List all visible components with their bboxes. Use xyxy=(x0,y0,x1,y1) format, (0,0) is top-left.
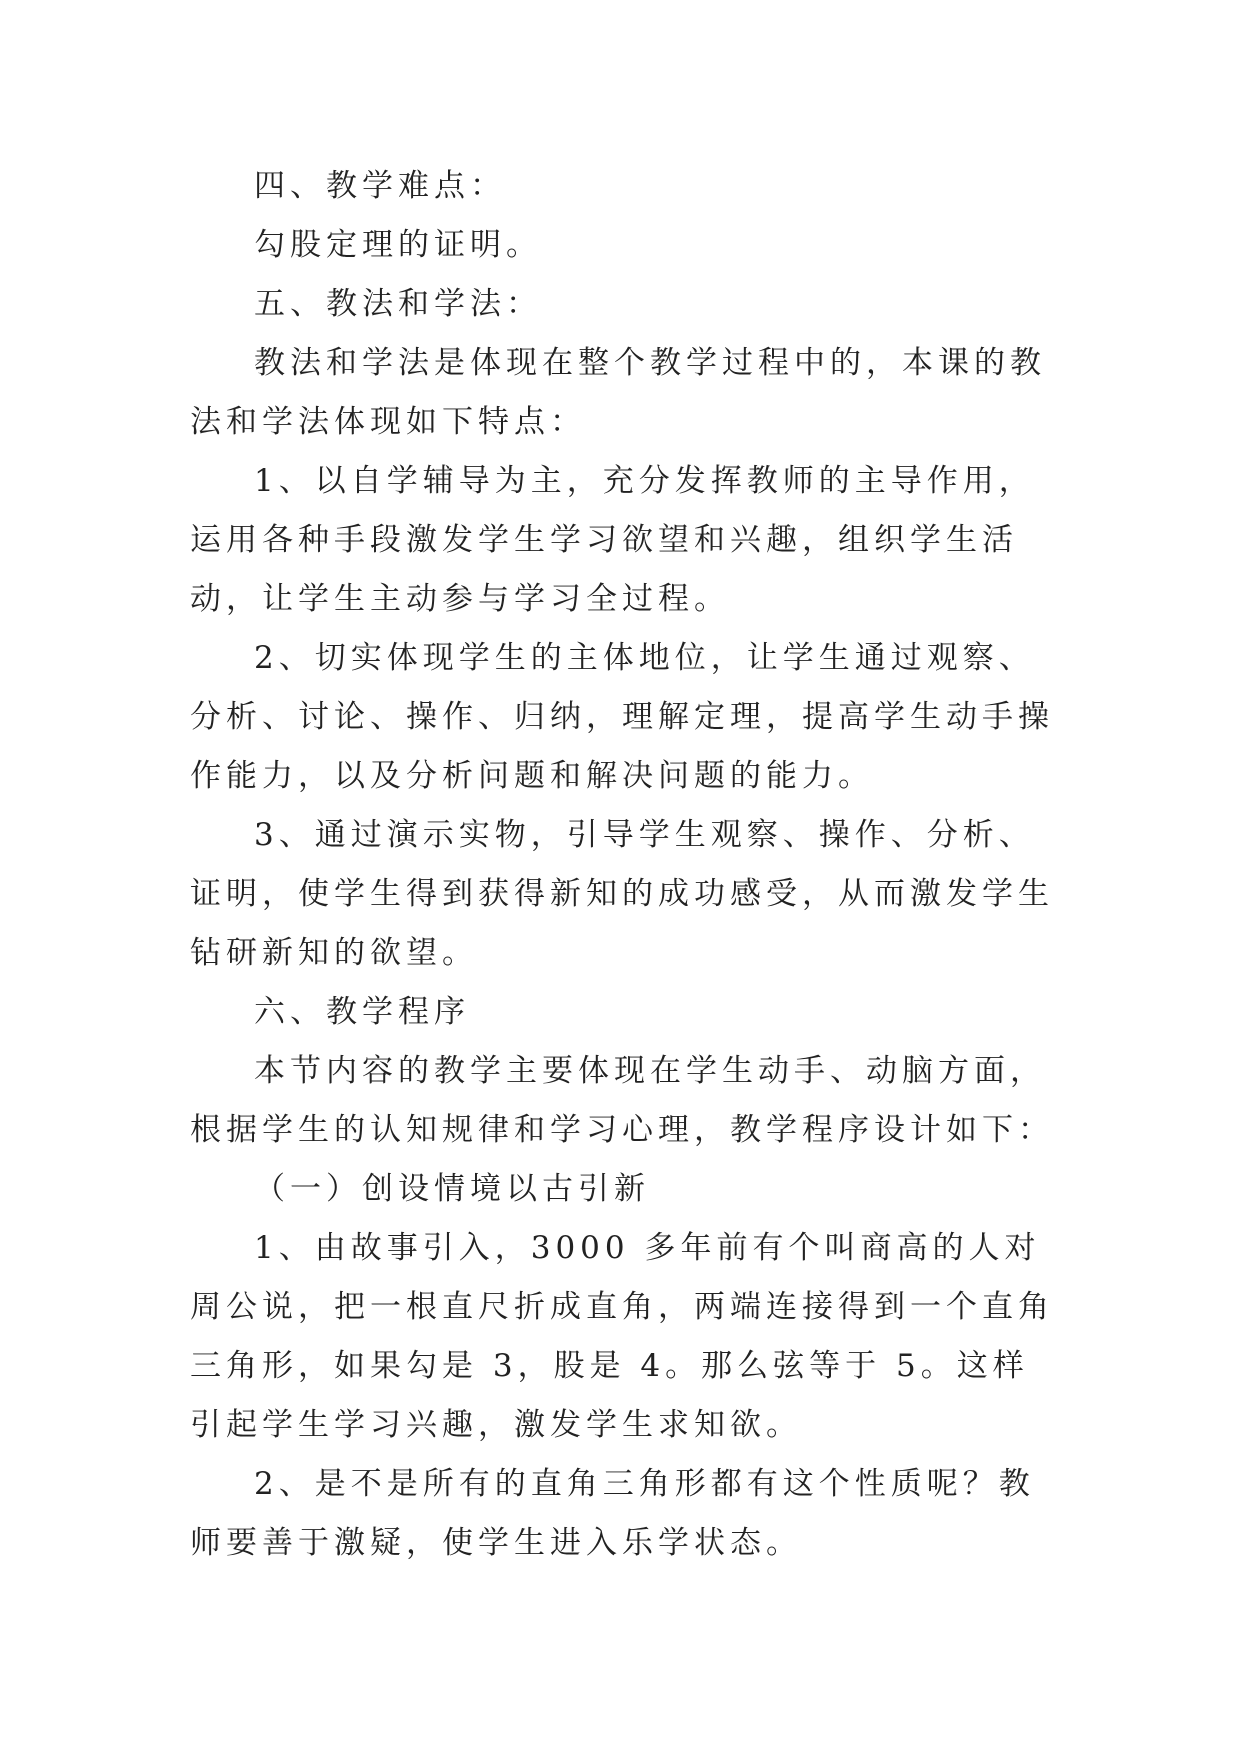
difficulty-text: 勾股定理的证明。 xyxy=(254,227,542,263)
section-heading-difficulty: 四、教学难点： xyxy=(254,168,506,204)
method-item-3: 3、通过演示实物，引导学生观察、操作、分析、证明，使学生得到获得新知的成功感受，从而激发学生钻研新知的欲望。 xyxy=(190,817,1054,971)
subsection-heading: （一）创设情境以古引新 xyxy=(254,1171,650,1207)
section-heading-methods: 五、教法和学法： xyxy=(254,286,542,322)
document-body xyxy=(190,157,1060,1573)
method-item-2: 2、切实体现学生的主体地位，让学生通过观察、分析、讨论、操作、归纳，理解定理，提高学生动手操作能力，以及分析问题和解决问题的能力。 xyxy=(190,640,1054,794)
section-heading-procedure: 六、教学程序 xyxy=(254,994,470,1030)
procedure-intro-paragraph: 本节内容的教学主要体现在学生动手、动脑方面，根据学生的认知规律和学习心理，教学程序设计如下： xyxy=(190,1053,1054,1148)
procedure-step-1: 1、由故事引入，3000 多年前有个叫商高的人对周公说，把一根直尺折成直角，两端连接得到一个直角三角形，如果勾是 3，股是 4。那么弦等于 5。这样引起学生学习兴趣，激发学生求知欲。 xyxy=(190,1230,1054,1443)
methods-intro-paragraph: 教法和学法是体现在整个教学过程中的，本课的教法和学法体现如下特点： xyxy=(190,345,1046,440)
procedure-step-2: 2、是不是所有的直角三角形都有这个性质呢？教师要善于激疑，使学生进入乐学状态。 xyxy=(190,1466,1035,1561)
method-item-1: 1、以自学辅导为主，充分发挥教师的主导作用，运用各种手段激发学生学习欲望和兴趣，组织学生活动，让学生主动参与学习全过程。 xyxy=(190,463,1035,617)
